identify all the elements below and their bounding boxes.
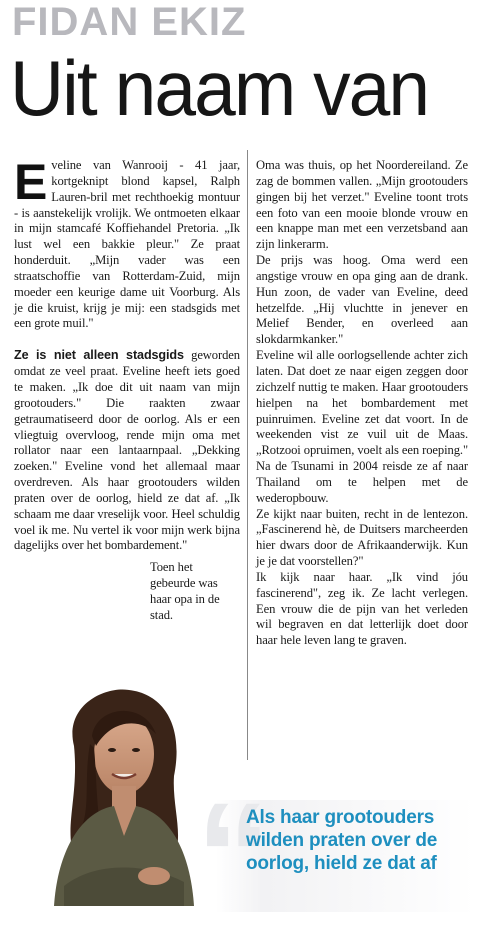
intro-text: veline van Wanrooij - 41 jaar, kortgeknipt blond kapsel, Ralph Lauren-bril met rechthoekig montuur - is aanstekelijk vrolijk. We ontmoeten elkaar in mijn stamcafé Koffiehandel Pretoria. „Ik lust wel een bakkie pleur." Ze praat honderduit. „Mijn vader was een straatschoffie van Rotterdam-Zuid, mijn moeder een keurige dame uit Voorburg. Als je die kruist, krijg je mij: een stadsgids met een grote muil." xyxy=(14,158,240,331)
right-paragraph-4: Ze kijkt naar buiten, recht in de lentezon. „Fascinerend hè, de Duitsers marcheerden hier dwars door de Afrikaanderwijk. Kun je je dat voorstellen?" xyxy=(256,506,468,569)
right-paragraph-3: Eveline wil alle oorlogsellende achter zich laten. Dat doet ze naar eigen zeggen door zichzelf nuttig te maken. Haar grootouders hielpen na het bombardement met puinruimen. Eveline zet dat voort. In de weekenden vist ze vuil uit de Maas. „Rotzooi opruimen, voelt als een roeping." Na de Tsunami in 2004 reisde ze af naar Thailand om te helpen met de wederopbouw. xyxy=(256,348,468,505)
drop-cap: E xyxy=(14,154,48,210)
article-column-left xyxy=(14,154,240,624)
subhead-lead-in: Ze is niet alleen stadsgids xyxy=(14,348,184,363)
article-headline: Uit naam van xyxy=(10,44,429,132)
article-column-right xyxy=(256,158,468,649)
quote-mark-icon: “ xyxy=(196,771,271,939)
right-paragraph-2: De prijs was hoog. Oma werd een angstige vrouw en opa ging aan de drank. Hun zoon, de vader van Eveline, deed hetzelfde. „Hij vluchtte in jenever en Melief Bender, en overleed aan slokdarmkanker." xyxy=(256,253,468,347)
right-paragraph-5: Ik kijk naar haar. „Ik vind jóu fascinerend", zeg ik. Ze lacht verlegen. Een vrouw die de pijn van het verleden wil begraven en dat letterlijk doet door haar hele leven lang te graven. xyxy=(256,569,468,648)
second-paragraph xyxy=(14,348,240,554)
intro-paragraph xyxy=(14,154,240,332)
inset-text: Toen het gebeurde was haar opa in de stad. xyxy=(150,560,220,622)
columnist-name: FIDAN EKIZ xyxy=(12,0,247,44)
second-paragraph-text: geworden omdat ze veel praat. Eveline heeft iets goed te maken. „Ik doe dit uit naam van mijn grootouders." Die raakten zwaar getraumatiseerd door de oorlog. Als er een vliegtuig overvloog, rende mijn oma met rollator naar een lantaarnpaal. „Dekking zoeken." Eveline vond het allemaal maar overdreven. Als haar grootouders wilden praten over de oorlog, hield ze dat af. „Ik schaam me daar vreselijk voor. Heel schuldig voel ik me. Nu vertel ik voor mijn werk bijna dagelijks over het bombardement." xyxy=(14,348,240,553)
portrait-photo xyxy=(34,686,204,906)
pull-quote: Als haar grootouders wilden praten over de oorlog, hield ze dat af xyxy=(246,807,438,874)
column-divider xyxy=(247,150,248,760)
right-paragraph-1: Oma was thuis, op het Noordereiland. Ze zag de bommen vallen. „Mijn grootouders gingen bij het verzet." Eveline toont trots een foto van een mooie blonde vrouw en een knappe man met een verzetsband aan zijn linkerarm. xyxy=(256,158,468,252)
